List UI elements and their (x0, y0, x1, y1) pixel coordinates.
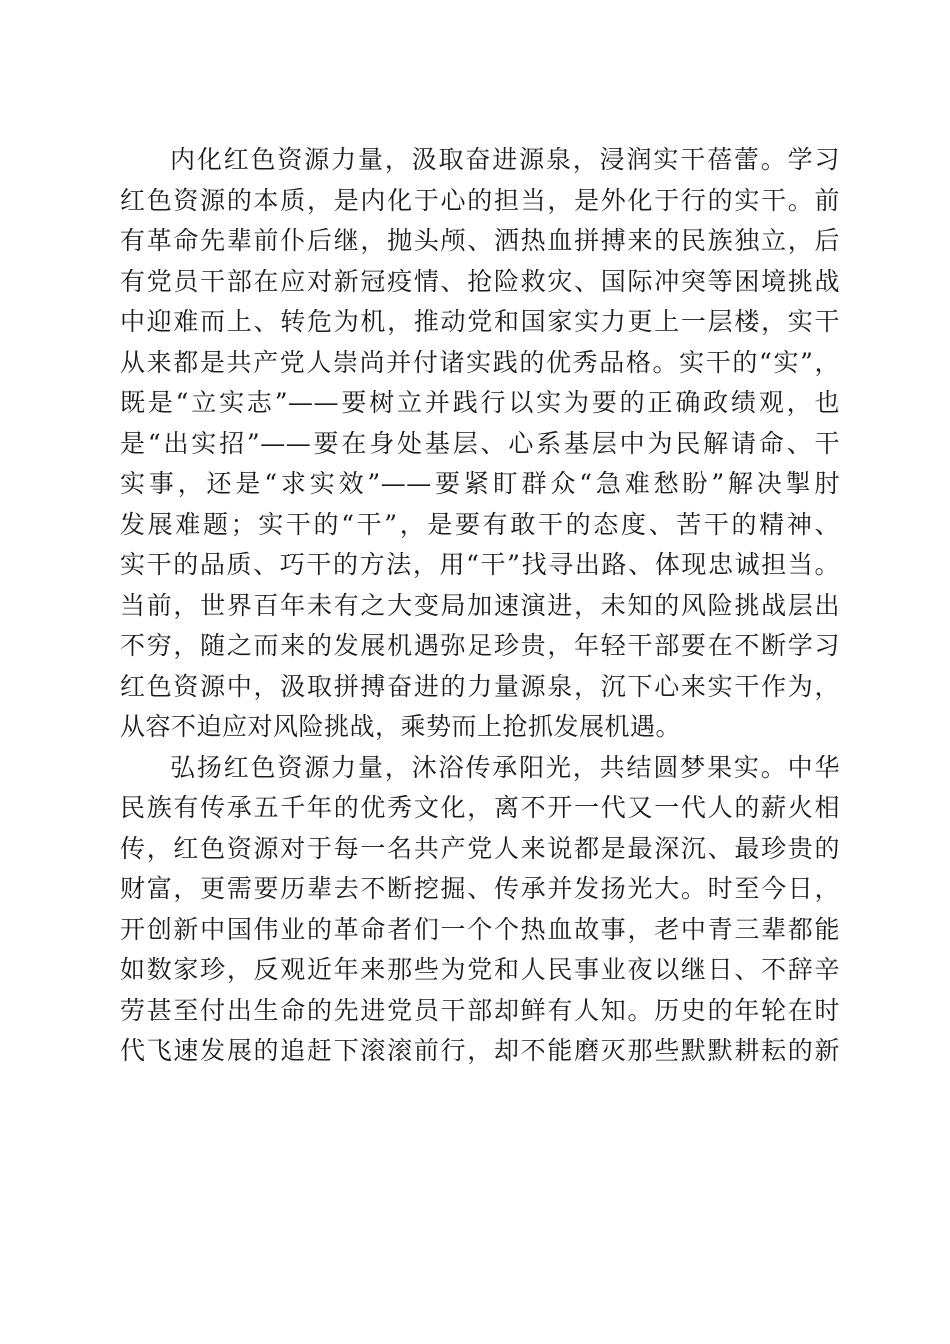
text-line: 实事，还是“求实效”——要紧盯群众“急难愁盼”解决掣肘 (120, 469, 840, 498)
text-line: 实干的品质、巧干的方法，用“干”找寻出路、体现忠诚担当。 (120, 550, 840, 579)
text-line: 财富，更需要历辈去不断挖掘、传承并发扬光大。时至今日， (120, 874, 840, 903)
text-line: 从容不迫应对风险挑战，乘势而上抢抓发展机遇。 (120, 712, 682, 741)
text-line: 劳甚至付出生命的先进党员干部却鲜有人知。历史的年轮在时 (120, 995, 840, 1025)
text-line: 红色资源中，汲取拼搏奋进的力量源泉，沉下心来实干作为， (120, 671, 840, 701)
text-line: 是“出实招”——要在身处基层、心系基层中为民解请命、干 (120, 428, 840, 458)
paragraph-2 (120, 748, 840, 1072)
text-line: 当前，世界百年未有之大变局加速演进，未知的风险挑战层出 (120, 590, 840, 620)
text-line: 内化红色资源力量，汲取奋进源泉，浸润实干蓓蕾。学习 (170, 145, 840, 174)
text-line: 有革命先辈前仆后继，抛头颅、洒热血拼搏来的民族独立，后 (120, 226, 840, 255)
text-line: 从来都是共产党人崇尚并付诸实践的优秀品格。实干的“实”， (120, 347, 840, 377)
text-line: 代飞速发展的追赶下滚滚前行，却不能磨灭那些默默耕耘的新 (120, 1036, 840, 1065)
text-line: 开创新中国伟业的革命者们一个个热血故事，老中青三辈都能 (120, 914, 840, 944)
text-line: 不穷，随之而来的发展机遇弥足珍贵，年轻干部要在不断学习 (120, 631, 840, 660)
text-line: 发展难题；实干的“干”，是要有敢干的态度、苦干的精神、 (120, 509, 840, 539)
text-line: 民族有传承五千年的优秀文化，离不开一代又一代人的薪火相 (120, 793, 840, 822)
text-line: 中迎难而上、转危为机，推动党和国家实力更上一层楼，实干 (120, 307, 840, 336)
document-body (120, 140, 840, 1072)
paragraph-1 (120, 140, 840, 748)
text-line: 有党员干部在应对新冠疫情、抢险救灾、国际冲突等困境挑战 (120, 266, 840, 296)
text-line: 如数家珍，反观近年来那些为党和人民事业夜以继日、不辞辛 (120, 955, 840, 984)
text-line: 传，红色资源对于每一名共产党人来说都是最深沉、最珍贵的 (120, 833, 840, 863)
text-line: 既是“立实志”——要树立并践行以实为要的正确政绩观，也 (120, 388, 840, 417)
text-line: 红色资源的本质，是内化于心的担当，是外化于行的实干。前 (120, 185, 840, 215)
text-line: 弘扬红色资源力量，沐浴传承阳光，共结圆梦果实。中华 (170, 752, 840, 782)
